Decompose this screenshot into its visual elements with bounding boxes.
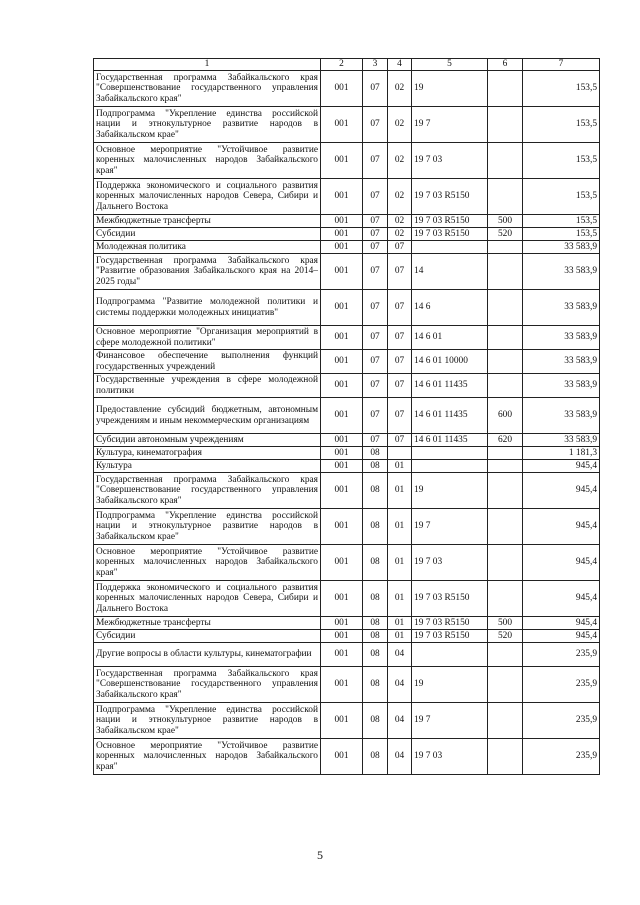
target-article-cell: [412, 643, 488, 667]
table-row: [94, 179, 600, 215]
section-code-cell: 08: [363, 630, 388, 643]
amount-cell: 235,9: [523, 739, 600, 775]
amount-cell: 33 583,9: [523, 326, 600, 350]
subsection-code-cell: 07: [388, 241, 412, 254]
amount-cell: 33 583,9: [523, 434, 600, 447]
table-row: [94, 107, 600, 143]
item-name-cell: Подпрограмма "Укрепление единства российской нации и этнокультурное развитие народов в Забайкальском крае": [94, 107, 321, 143]
target-article-cell: 19 7 03 R5150: [412, 179, 488, 215]
admin-code-cell: 001: [321, 215, 363, 228]
target-article-cell: 14: [412, 254, 488, 290]
section-code-cell: 08: [363, 460, 388, 473]
section-code-cell: 08: [363, 667, 388, 703]
target-article-cell: 19 7: [412, 107, 488, 143]
table-row: [94, 460, 600, 473]
target-article-cell: 19 7: [412, 509, 488, 545]
table-row: [94, 326, 600, 350]
expense-type-cell: 520: [488, 630, 523, 643]
subsection-code-cell: 07: [388, 350, 412, 374]
amount-cell: 153,5: [523, 179, 600, 215]
table-row: [94, 447, 600, 460]
amount-cell: 33 583,9: [523, 398, 600, 434]
admin-code-cell: 001: [321, 630, 363, 643]
admin-code-cell: 001: [321, 228, 363, 241]
amount-cell: 153,5: [523, 107, 600, 143]
table-row: [94, 374, 600, 398]
section-code-cell: 07: [363, 215, 388, 228]
subsection-code-cell: 07: [388, 254, 412, 290]
subsection-code-cell: 01: [388, 630, 412, 643]
expense-type-cell: [488, 703, 523, 739]
admin-code-cell: 001: [321, 667, 363, 703]
expense-type-cell: [488, 107, 523, 143]
section-code-cell: 07: [363, 434, 388, 447]
admin-code-cell: 001: [321, 581, 363, 617]
expense-type-cell: [488, 460, 523, 473]
table-row: [94, 643, 600, 667]
target-article-cell: 19: [412, 473, 488, 509]
amount-cell: 33 583,9: [523, 350, 600, 374]
table-row: [94, 581, 600, 617]
expense-type-cell: [488, 290, 523, 326]
amount-cell: 153,5: [523, 215, 600, 228]
section-code-cell: 08: [363, 473, 388, 509]
expense-type-cell: [488, 473, 523, 509]
table-row: [94, 254, 600, 290]
header-row: [94, 59, 600, 71]
target-article-cell: 19 7 03: [412, 545, 488, 581]
section-code-cell: 07: [363, 143, 388, 179]
admin-code-cell: 001: [321, 398, 363, 434]
section-code-cell: 08: [363, 617, 388, 630]
admin-code-cell: 001: [321, 107, 363, 143]
header-cell-col4: 4: [388, 59, 412, 71]
amount-cell: 1 181,3: [523, 447, 600, 460]
table-row: [94, 739, 600, 775]
admin-code-cell: 001: [321, 350, 363, 374]
admin-code-cell: 001: [321, 545, 363, 581]
amount-cell: 153,5: [523, 71, 600, 107]
target-article-cell: [412, 241, 488, 254]
target-article-cell: 19 7 03: [412, 143, 488, 179]
target-article-cell: 19: [412, 667, 488, 703]
expense-type-cell: [488, 643, 523, 667]
amount-cell: 945,4: [523, 630, 600, 643]
admin-code-cell: 001: [321, 739, 363, 775]
expense-type-cell: [488, 254, 523, 290]
subsection-code-cell: 01: [388, 509, 412, 545]
target-article-cell: 19: [412, 71, 488, 107]
item-name-cell: Подпрограмма "Укрепление единства российской нации и этнокультурное развитие народов в Забайкальском крае": [94, 703, 321, 739]
subsection-code-cell: 07: [388, 398, 412, 434]
section-code-cell: 07: [363, 374, 388, 398]
target-article-cell: 19 7 03 R5150: [412, 215, 488, 228]
item-name-cell: Культура: [94, 460, 321, 473]
admin-code-cell: 001: [321, 460, 363, 473]
amount-cell: 945,4: [523, 460, 600, 473]
subsection-code-cell: [388, 447, 412, 460]
page-number: 5: [317, 848, 323, 862]
table-row: [94, 617, 600, 630]
subsection-code-cell: 04: [388, 703, 412, 739]
item-name-cell: Государственная программа Забайкальского края "Развитие образования Забайкальского края на 2014–2025 годы": [94, 254, 321, 290]
target-article-cell: [412, 460, 488, 473]
subsection-code-cell: 04: [388, 667, 412, 703]
amount-cell: 153,5: [523, 228, 600, 241]
amount-cell: 945,4: [523, 617, 600, 630]
expense-type-cell: [488, 71, 523, 107]
item-name-cell: Государственная программа Забайкальского края "Совершенствование государственного управления Забайкальского края": [94, 667, 321, 703]
section-code-cell: 08: [363, 447, 388, 460]
section-code-cell: 08: [363, 509, 388, 545]
expense-type-cell: [488, 374, 523, 398]
amount-cell: 945,4: [523, 545, 600, 581]
table-row: [94, 545, 600, 581]
item-name-cell: Поддержка экономического и социального развития коренных малочисленных народов Севера, Сибири и Дальнего Востока: [94, 581, 321, 617]
admin-code-cell: 001: [321, 71, 363, 107]
target-article-cell: 19 7 03 R5150: [412, 630, 488, 643]
admin-code-cell: 001: [321, 326, 363, 350]
table-row: [94, 215, 600, 228]
expense-type-cell: [488, 326, 523, 350]
section-code-cell: 07: [363, 254, 388, 290]
item-name-cell: Подпрограмма "Развитие молодежной политики и системы поддержки молодежных инициатив": [94, 290, 321, 326]
item-name-cell: Основное мероприятие "Устойчивое развитие коренных малочисленных народов Забайкальского края": [94, 545, 321, 581]
expense-type-cell: [488, 581, 523, 617]
section-code-cell: 08: [363, 581, 388, 617]
item-name-cell: Государственные учреждения в сфере молодежной политики: [94, 374, 321, 398]
header-cell-col3: 3: [363, 59, 388, 71]
table-row: [94, 703, 600, 739]
admin-code-cell: 001: [321, 179, 363, 215]
admin-code-cell: 001: [321, 617, 363, 630]
expense-type-cell: [488, 545, 523, 581]
expense-type-cell: [488, 509, 523, 545]
table-row: [94, 473, 600, 509]
subsection-code-cell: 01: [388, 581, 412, 617]
expense-type-cell: [488, 241, 523, 254]
section-code-cell: 08: [363, 739, 388, 775]
item-name-cell: Государственная программа Забайкальского края "Совершенствование государственного управления Забайкальского края": [94, 71, 321, 107]
expense-type-cell: 520: [488, 228, 523, 241]
section-code-cell: 07: [363, 398, 388, 434]
header-cell-col5: 5: [412, 59, 488, 71]
header-cell-col1: 1: [94, 59, 321, 71]
amount-cell: 33 583,9: [523, 241, 600, 254]
item-name-cell: Государственная программа Забайкальского края "Совершенствование государственного управления Забайкальского края": [94, 473, 321, 509]
subsection-code-cell: 01: [388, 617, 412, 630]
admin-code-cell: 001: [321, 509, 363, 545]
item-name-cell: Межбюджетные трансферты: [94, 617, 321, 630]
amount-cell: 945,4: [523, 581, 600, 617]
admin-code-cell: 001: [321, 374, 363, 398]
expense-type-cell: [488, 447, 523, 460]
admin-code-cell: 001: [321, 290, 363, 326]
item-name-cell: Молодежная политика: [94, 241, 321, 254]
target-article-cell: [412, 447, 488, 460]
section-code-cell: 07: [363, 326, 388, 350]
expense-type-cell: [488, 179, 523, 215]
budget-table: [93, 58, 600, 775]
subsection-code-cell: 02: [388, 228, 412, 241]
item-name-cell: Основное мероприятие "Устойчивое развитие коренных малочисленных народов Забайкальского края": [94, 739, 321, 775]
amount-cell: 33 583,9: [523, 374, 600, 398]
item-name-cell: Финансовое обеспечение выполнения функций государственных учреждений: [94, 350, 321, 374]
target-article-cell: 14 6: [412, 290, 488, 326]
subsection-code-cell: 02: [388, 71, 412, 107]
subsection-code-cell: 01: [388, 473, 412, 509]
item-name-cell: Основное мероприятие "Организация мероприятий в сфере молодежной политики": [94, 326, 321, 350]
expense-type-cell: 500: [488, 617, 523, 630]
item-name-cell: Поддержка экономического и социального развития коренных малочисленных народов Севера, Сибири и Дальнего Востока: [94, 179, 321, 215]
subsection-code-cell: 02: [388, 179, 412, 215]
subsection-code-cell: 07: [388, 374, 412, 398]
table-row: [94, 398, 600, 434]
header-cell-col7: 7: [523, 59, 600, 71]
amount-cell: 235,9: [523, 667, 600, 703]
section-code-cell: 08: [363, 643, 388, 667]
table-row: [94, 509, 600, 545]
admin-code-cell: 001: [321, 254, 363, 290]
expense-type-cell: [488, 739, 523, 775]
expense-type-cell: [488, 667, 523, 703]
item-name-cell: Подпрограмма "Укрепление единства российской нации и этнокультурное развитие народов в Забайкальском крае": [94, 509, 321, 545]
target-article-cell: 14 6 01 11435: [412, 434, 488, 447]
expense-type-cell: 500: [488, 215, 523, 228]
subsection-code-cell: 04: [388, 739, 412, 775]
target-article-cell: 19 7 03 R5150: [412, 581, 488, 617]
section-code-cell: 07: [363, 290, 388, 326]
amount-cell: 33 583,9: [523, 254, 600, 290]
amount-cell: 235,9: [523, 703, 600, 739]
expense-type-cell: [488, 350, 523, 374]
amount-cell: 945,4: [523, 509, 600, 545]
item-name-cell: Межбюджетные трансферты: [94, 215, 321, 228]
admin-code-cell: 001: [321, 241, 363, 254]
subsection-code-cell: 01: [388, 460, 412, 473]
amount-cell: 945,4: [523, 473, 600, 509]
subsection-code-cell: 07: [388, 326, 412, 350]
admin-code-cell: 001: [321, 643, 363, 667]
amount-cell: 33 583,9: [523, 290, 600, 326]
section-code-cell: 07: [363, 179, 388, 215]
section-code-cell: 07: [363, 107, 388, 143]
item-name-cell: Другие вопросы в области культуры, кинематографии: [94, 643, 321, 667]
subsection-code-cell: 07: [388, 290, 412, 326]
expense-type-cell: 620: [488, 434, 523, 447]
admin-code-cell: 001: [321, 143, 363, 179]
table-row: [94, 350, 600, 374]
table-row: [94, 667, 600, 703]
table-row: [94, 630, 600, 643]
item-name-cell: Субсидии: [94, 228, 321, 241]
section-code-cell: 07: [363, 228, 388, 241]
amount-cell: 153,5: [523, 143, 600, 179]
table-row: [94, 290, 600, 326]
section-code-cell: 07: [363, 350, 388, 374]
item-name-cell: Субсидии: [94, 630, 321, 643]
table-row: [94, 434, 600, 447]
target-article-cell: 14 6 01 10000: [412, 350, 488, 374]
target-article-cell: 19 7: [412, 703, 488, 739]
subsection-code-cell: 04: [388, 643, 412, 667]
target-article-cell: 19 7 03: [412, 739, 488, 775]
section-code-cell: 07: [363, 241, 388, 254]
table-row: [94, 241, 600, 254]
item-name-cell: Предоставление субсидий бюджетным, автономным учреждениям и иным некоммерческим организациям: [94, 398, 321, 434]
header-cell-col6: 6: [488, 59, 523, 71]
admin-code-cell: 001: [321, 434, 363, 447]
subsection-code-cell: 07: [388, 434, 412, 447]
target-article-cell: 14 6 01: [412, 326, 488, 350]
section-code-cell: 08: [363, 545, 388, 581]
admin-code-cell: 001: [321, 703, 363, 739]
amount-cell: 235,9: [523, 643, 600, 667]
subsection-code-cell: 02: [388, 215, 412, 228]
table-row: [94, 143, 600, 179]
expense-type-cell: [488, 143, 523, 179]
target-article-cell: 19 7 03 R5150: [412, 617, 488, 630]
target-article-cell: 14 6 01 11435: [412, 374, 488, 398]
target-article-cell: 14 6 01 11435: [412, 398, 488, 434]
admin-code-cell: 001: [321, 473, 363, 509]
section-code-cell: 07: [363, 71, 388, 107]
section-code-cell: 08: [363, 703, 388, 739]
item-name-cell: Культура, кинематография: [94, 447, 321, 460]
subsection-code-cell: 02: [388, 143, 412, 179]
admin-code-cell: 001: [321, 447, 363, 460]
subsection-code-cell: 02: [388, 107, 412, 143]
subsection-code-cell: 01: [388, 545, 412, 581]
item-name-cell: Субсидии автономным учреждениям: [94, 434, 321, 447]
header-cell-col2: 2: [321, 59, 363, 71]
target-article-cell: 19 7 03 R5150: [412, 228, 488, 241]
budget-table-body: [94, 59, 600, 775]
table-row: [94, 228, 600, 241]
item-name-cell: Основное мероприятие "Устойчивое развитие коренных малочисленных народов Забайкальского края": [94, 143, 321, 179]
table-row: [94, 71, 600, 107]
expense-type-cell: 600: [488, 398, 523, 434]
